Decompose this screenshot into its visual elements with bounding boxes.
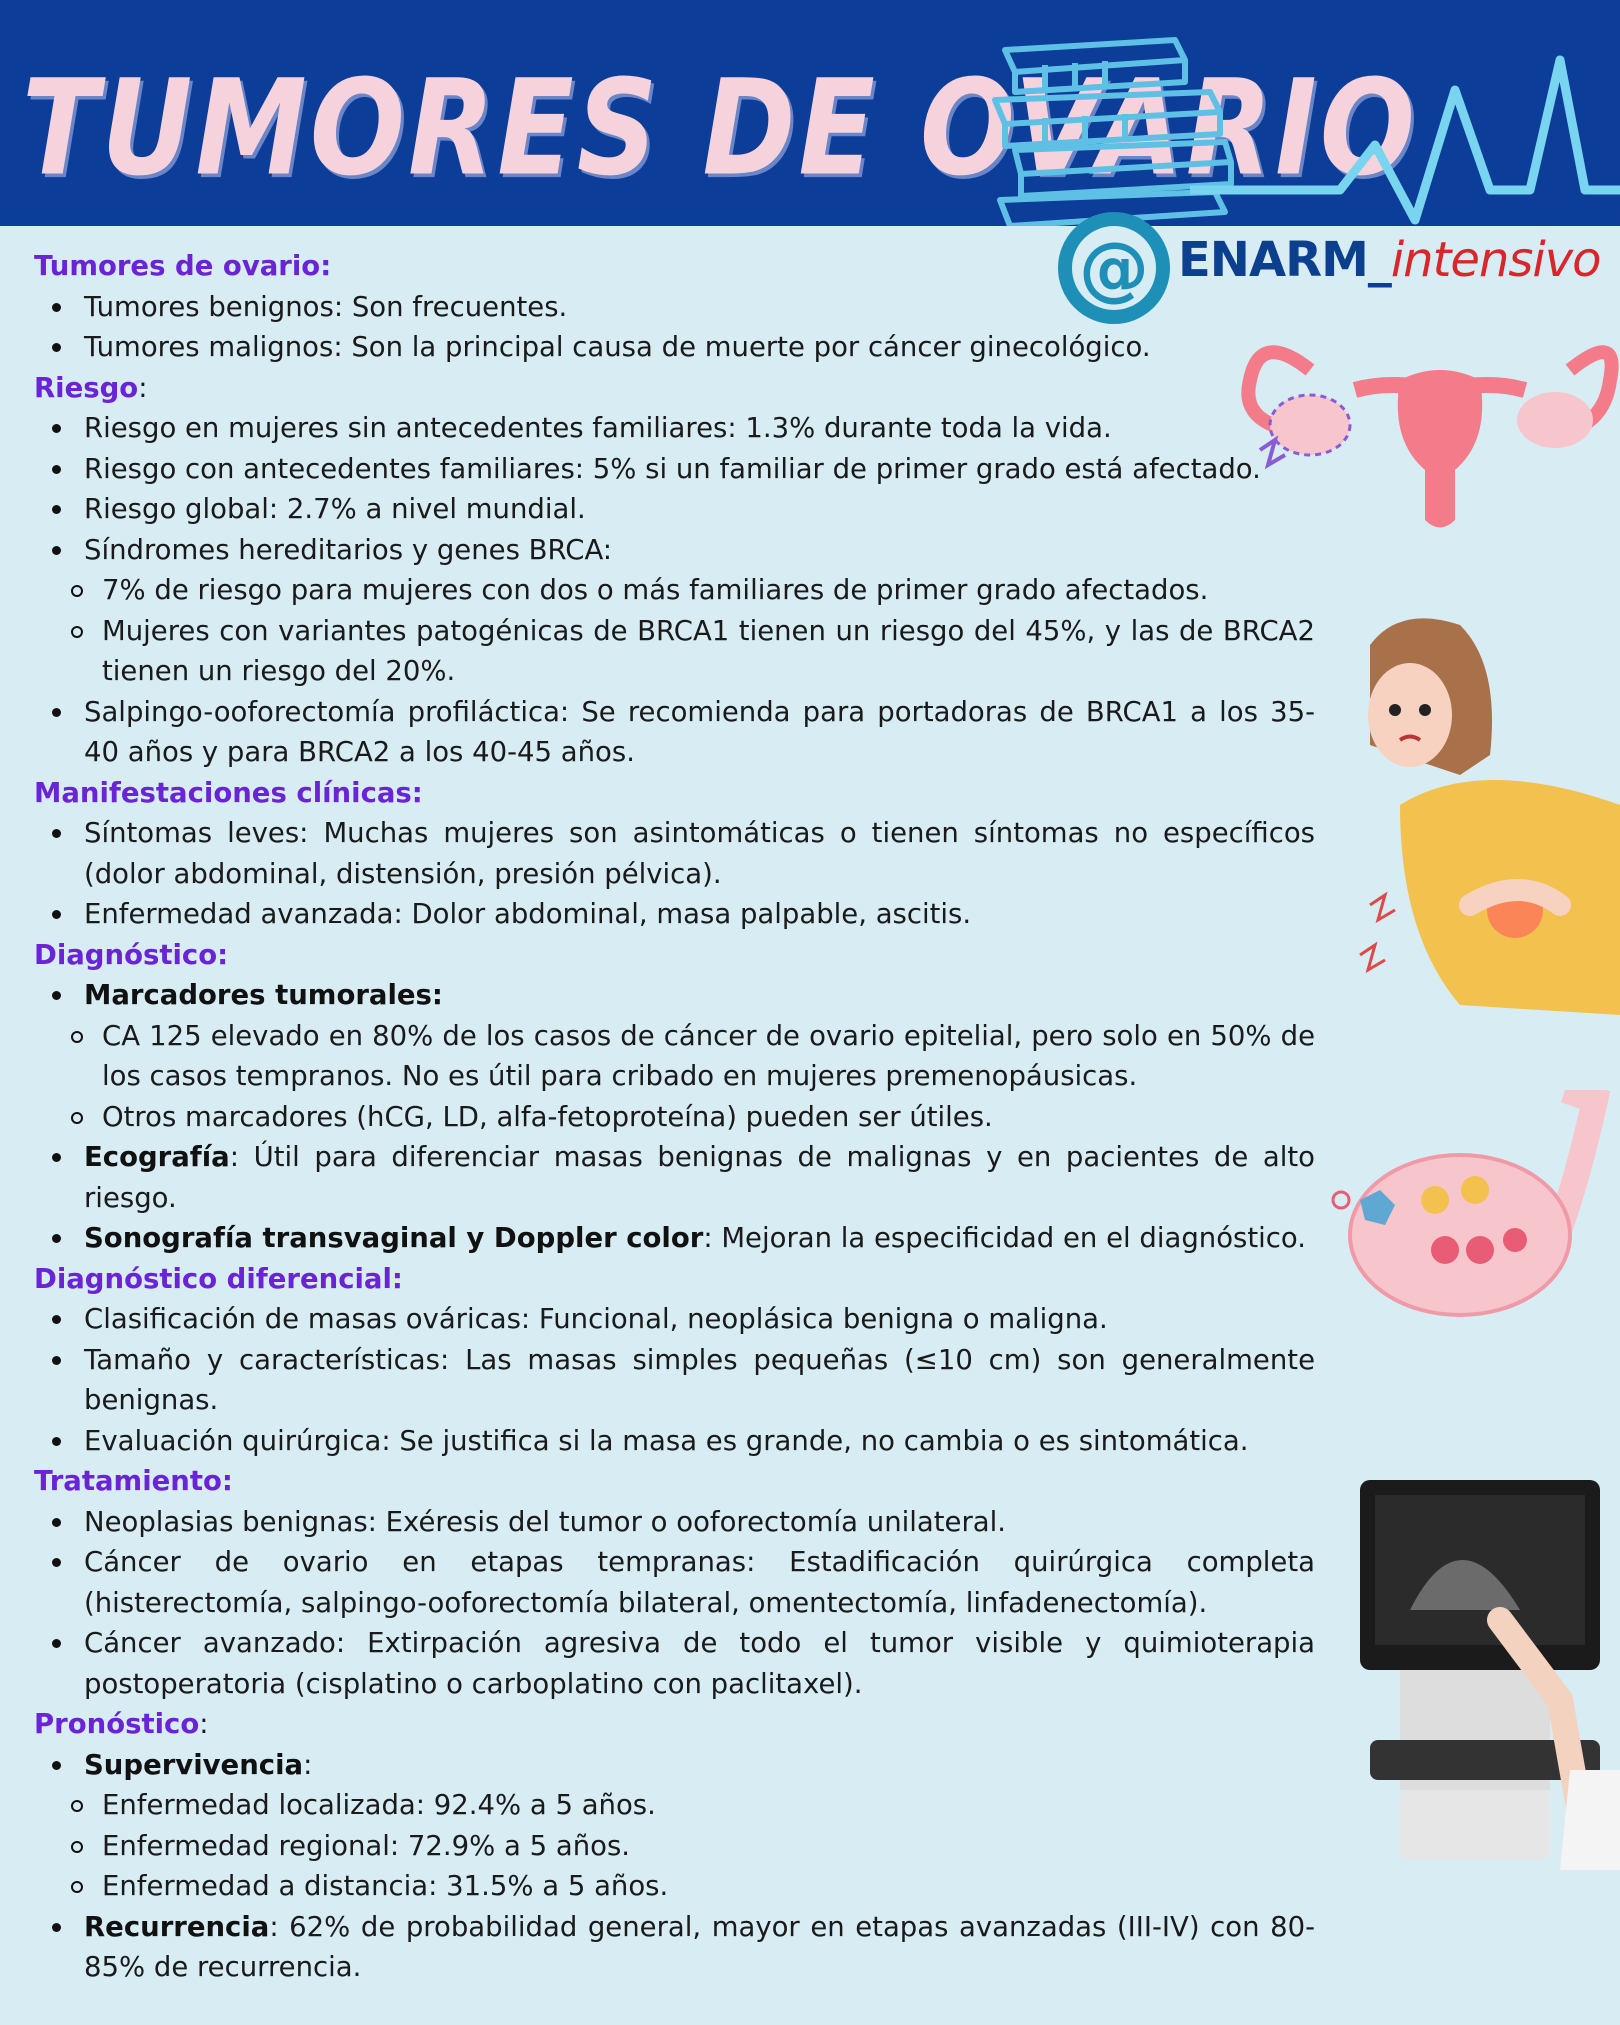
bullet-list (0, 287, 1330, 368)
list-item-bold-label: Ecografía (84, 1141, 230, 1173)
section-heading (34, 935, 1330, 976)
bullet-list (0, 975, 1330, 1259)
list-item (0, 1907, 1330, 1988)
sub-list-item: Otros marcadores (hCG, LD, alfa-fetoproteína) pueden ser útiles. (51, 1097, 1315, 1138)
brand-accent: intensivo (1390, 232, 1601, 288)
list-item-text: : 62% de probabilidad general, mayor en etapas avanzadas (III-IV) con 80-85% de recurrencia. (84, 1910, 1315, 1983)
list-item-bold-label: Supervivencia (84, 1748, 304, 1781)
section-heading-colon: : (391, 1262, 403, 1295)
section-heading-colon: : (217, 938, 229, 971)
list-item-bold-label: Marcadores tumorales: (84, 979, 443, 1011)
list-item-text: Enfermedad avanzada: Dolor abdominal, masa palpable, ascitis. (84, 898, 972, 930)
list-item-text: : (303, 1748, 313, 1781)
section-heading (34, 773, 1330, 814)
list-item (0, 287, 1330, 328)
bullet-list (0, 1502, 1330, 1705)
list-item-text: Neoplasias benignas: Exéresis del tumor o ooforectomía unilateral. (84, 1505, 1007, 1538)
list-item-bold-label: Sonografía transvaginal y Doppler color (84, 1222, 704, 1254)
sub-list-item: Enfermedad a distancia: 31.5% a 5 años. (51, 1866, 1315, 1907)
list-item (0, 1745, 1330, 1907)
list-item (0, 530, 1330, 692)
sub-list-item: CA 125 elevado en 80% de los casos de cáncer de ovario epitelial, pero solo en 50% de los casos tempranos. No es útil para cribado en mujeres premenopáusicas. (51, 1016, 1315, 1097)
brand-separator: _ (1367, 232, 1391, 288)
section-heading-colon: : (320, 250, 332, 282)
page-title: TUMORES DE OVARIO (22, 52, 1418, 206)
header-banner (0, 0, 1620, 226)
list-item (0, 1502, 1330, 1543)
section-heading (34, 1704, 1330, 1745)
list-item (0, 327, 1330, 368)
brand-main: ENARM (1178, 232, 1368, 288)
at-symbol-icon: @ (1058, 212, 1170, 324)
section-heading-colon: : (199, 1708, 209, 1740)
ultrasound-machine-illustration (1340, 1470, 1620, 1870)
list-item (0, 1623, 1330, 1704)
list-item-text: Cáncer de ovario en etapas tempranas: Estadificación quirúrgica completa (histerectomía, salpingo-ooforectomía bilateral, omentectomía, linfadenectomía). (84, 1546, 1315, 1619)
section-heading-text: Diagnóstico diferencial (34, 1262, 392, 1295)
sub-bullet-list (51, 570, 1315, 692)
list-item (0, 1299, 1330, 1340)
section-heading-text: Tratamiento (34, 1465, 222, 1497)
list-item-text: Cáncer avanzado: Extirpación agresiva de todo el tumor visible y quimioterapia postoperatoria (cisplatino o carboplatino con paclitaxel). (84, 1627, 1315, 1700)
list-item-text: : Mejoran la especificidad en el diagnóstico. (703, 1222, 1306, 1254)
bullet-list (0, 408, 1330, 773)
list-item-text: : Útil para diferenciar masas benignas de malignas y en pacientes de alto riesgo. (84, 1141, 1315, 1214)
section-heading (34, 1461, 1330, 1502)
section-heading-text: Pronóstico (34, 1708, 200, 1740)
section-heading-text: Manifestaciones clínicas (34, 776, 412, 809)
list-item (0, 449, 1330, 490)
list-item (0, 1421, 1330, 1462)
list-item-bold-label: Recurrencia (84, 1910, 270, 1943)
list-item (0, 975, 1330, 1137)
list-item-text: Riesgo con antecedentes familiares: 5% si un familiar de primer grado está afectado. (84, 452, 1261, 485)
ovary-illustration (1325, 1090, 1620, 1330)
heartbeat-line-icon (1190, 50, 1620, 226)
uterus-illustration (1240, 320, 1620, 545)
list-item-text: Tumores benignos: Son frecuentes. (84, 290, 568, 323)
section-heading (34, 1259, 1330, 1300)
section-heading-colon: : (411, 776, 423, 809)
sub-list-item: 7% de riesgo para mujeres con dos o más familiares de primer grado afectados. (51, 570, 1315, 611)
section-heading-colon: : (221, 1465, 233, 1497)
sub-bullet-list (51, 1016, 1315, 1138)
list-item (0, 1137, 1330, 1218)
sub-bullet-list (51, 1785, 1315, 1907)
list-item (0, 1542, 1330, 1623)
list-item-text: Tamaño y características: Las masas simples pequeñas (≤10 cm) son generalmente benignas. (84, 1343, 1315, 1416)
list-item (0, 489, 1330, 530)
section-heading-colon: : (138, 371, 148, 404)
list-item-text: Clasificación de masas ováricas: Funcional, neoplásica benigna o maligna. (84, 1303, 1108, 1335)
woman-abdominal-pain-illustration (1310, 605, 1620, 1015)
sub-list-item: Enfermedad regional: 72.9% a 5 años. (51, 1826, 1315, 1867)
list-item-text: Evaluación quirúrgica: Se justifica si la masa es grande, no cambia o es sintomática. (84, 1424, 1249, 1457)
sub-list-item: Mujeres con variantes patogénicas de BRCA1 tienen un riesgo del 45%, y las de BRCA2 tienen un riesgo del 20%. (51, 611, 1315, 692)
sub-list-item: Enfermedad localizada: 92.4% a 5 años. (51, 1785, 1315, 1826)
list-item (0, 1218, 1330, 1259)
section-heading (34, 368, 1330, 409)
list-item (0, 813, 1330, 894)
section-heading-text: Diagnóstico (34, 938, 218, 971)
bullet-list (0, 813, 1330, 935)
bullet-list (0, 1299, 1330, 1461)
section-heading-text: Tumores de ovario (34, 250, 321, 282)
list-item-text: Síndromes hereditarios y genes BRCA: (84, 533, 613, 566)
list-item-text: Riesgo en mujeres sin antecedentes familiares: 1.3% durante toda la vida. (84, 412, 1112, 444)
list-item (0, 894, 1330, 935)
list-item (0, 1340, 1330, 1421)
list-item-text: Riesgo global: 2.7% a nivel mundial. (84, 493, 586, 525)
bullet-list (0, 1745, 1330, 1988)
list-item (0, 692, 1330, 773)
section-heading (34, 246, 1330, 287)
list-item-text: Tumores malignos: Son la principal causa de muerte por cáncer ginecológico. (84, 331, 1151, 363)
list-item-text: Síntomas leves: Muchas mujeres son asintomáticas o tienen síntomas no específicos (dolor abdominal, distensión, presión pélvica). (84, 817, 1315, 890)
section-heading-text: Riesgo (34, 371, 139, 404)
main-content (0, 246, 1330, 1988)
list-item-text: Salpingo-ooforectomía profiláctica: Se recomienda para portadoras de BRCA1 a los 35-40 años y para BRCA2 a los 40-45 años. (84, 695, 1315, 768)
list-item (0, 408, 1330, 449)
